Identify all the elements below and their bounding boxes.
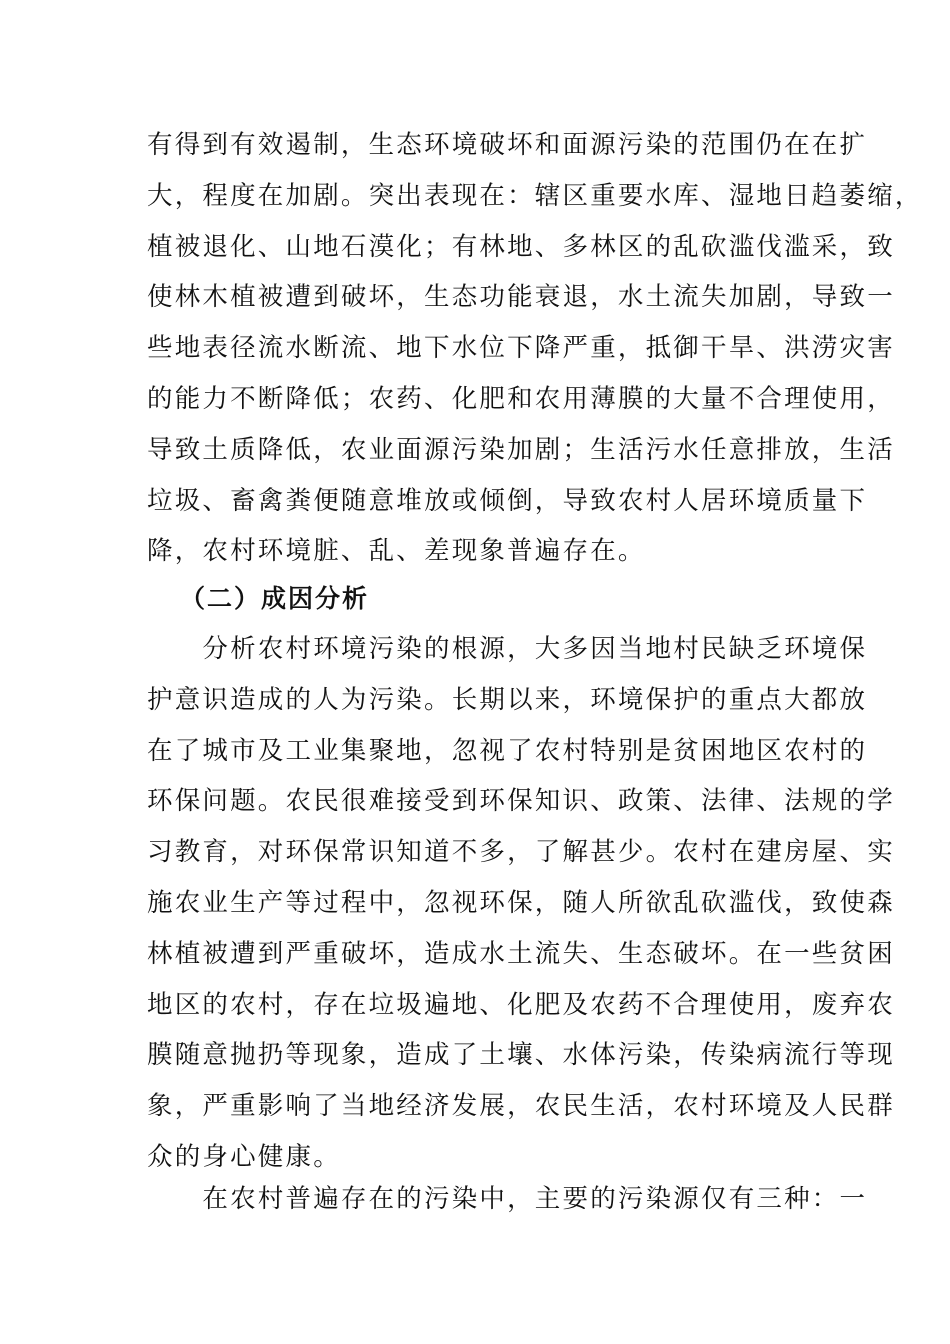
paragraph-cause-analysis <box>147 624 895 1183</box>
text-line: 有得到有效遏制，生态环境破坏和面源污染的范围仍在在扩 <box>147 130 868 160</box>
section-heading: （二）成因分析 <box>180 584 370 613</box>
text-line: 众的身心健康。 <box>147 1141 341 1172</box>
text-line: 习教育，对环保常识知道不多，了解甚少。农村在建房屋、实 <box>147 837 895 868</box>
text-line: 些地表径流水断流、地下水位下降严重，抵御干旱、洪涝灾害 <box>147 333 895 364</box>
text-line: 分析农村环境污染的根源，大多因当地村民缺乏环境保 <box>147 634 868 664</box>
paragraph-environment-damage <box>147 120 923 577</box>
text-line: 象，严重影响了当地经济发展，农民生活，农村环境及人民群 <box>147 1091 895 1122</box>
text-line: 大，程度在加剧。突出表现在：辖区重要水库、湿地日趋萎缩， <box>147 180 923 211</box>
text-line: 导致土质降低，农业面源污染加剧；生活污水任意排放，生活 <box>147 434 895 465</box>
text-line: 施农业生产等过程中，忽视环保，随人所欲乱砍滥伐，致使森 <box>147 887 895 918</box>
text-line: 环保问题。农民很难接受到环保知识、政策、法律、法规的学 <box>147 786 895 817</box>
text-line: 使林木植被遭到破坏，生态功能衰退，水土流失加剧，导致一 <box>147 282 895 313</box>
text-line: 的能力不断降低；农药、化肥和农用薄膜的大量不合理使用， <box>147 383 895 414</box>
text-line: 植被退化、山地石漠化；有林地、多林区的乱砍滥伐滥采，致 <box>147 231 895 262</box>
text-line: 地区的农村，存在垃圾遍地、化肥及农药不合理使用，废弃农 <box>147 989 895 1020</box>
text-line: 垃圾、畜禽粪便随意堆放或倾倒，导致农村人居环境质量下 <box>147 485 868 516</box>
text-line: 降，农村环境脏、乱、差现象普遍存在。 <box>147 536 646 567</box>
text-line: 在了城市及工业集聚地，忽视了农村特别是贫困地区农村的 <box>147 735 868 766</box>
text-line: 膜随意抛扔等现象，造成了土壤、水体污染，传染病流行等现 <box>147 1040 895 1071</box>
text-line: 林植被遭到严重破坏，造成水土流失、生态破坏。在一些贫困 <box>147 938 895 969</box>
text-line: 护意识造成的人为污染。长期以来，环境保护的重点大都放 <box>147 684 868 715</box>
paragraph-pollution-sources <box>147 1174 868 1225</box>
text-line: 在农村普遍存在的污染中，主要的污染源仅有三种：一 <box>147 1184 868 1214</box>
